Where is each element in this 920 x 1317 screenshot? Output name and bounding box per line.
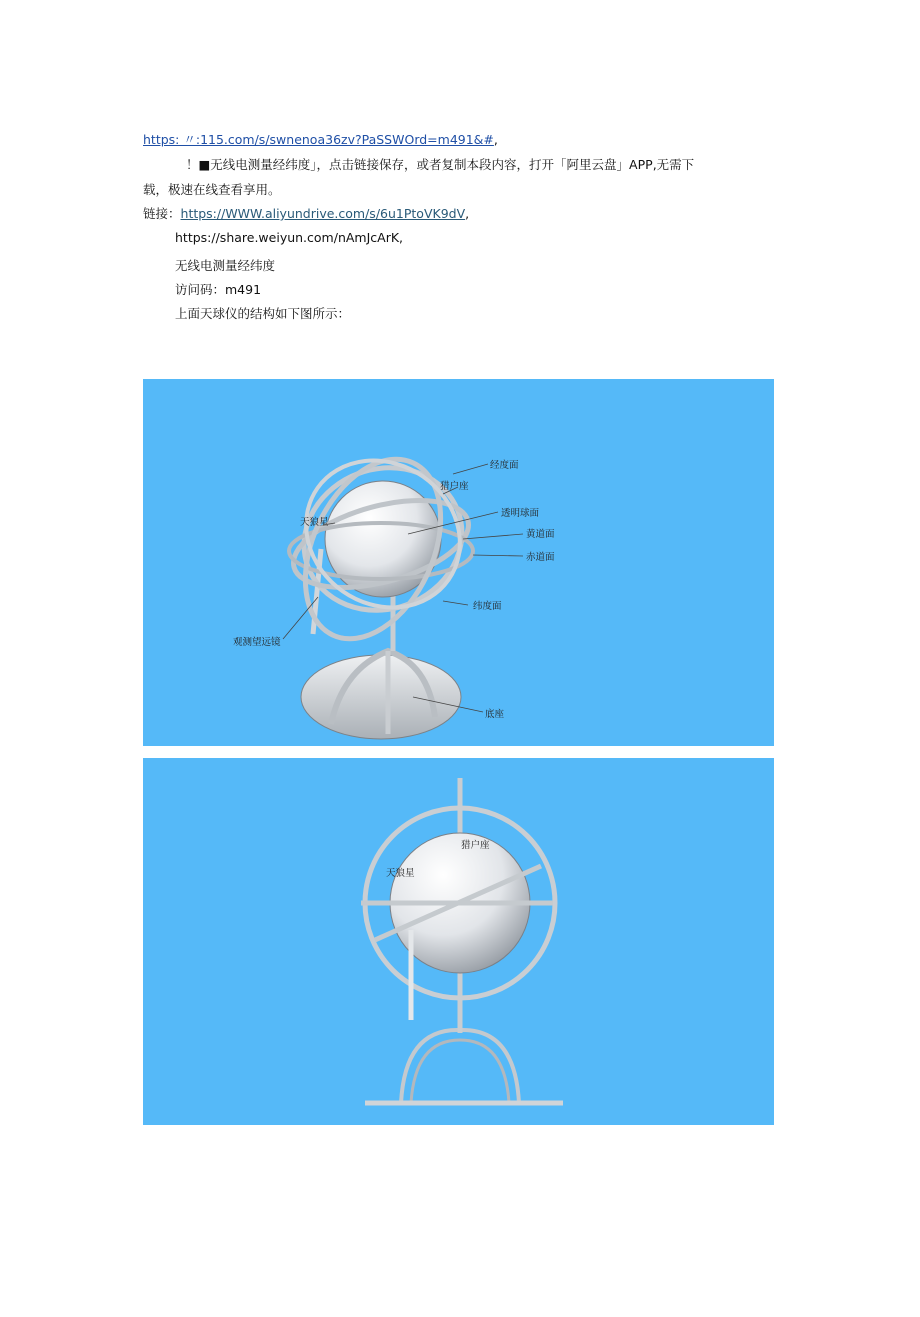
intro-line-2: 载，极速在线查看享用。: [143, 182, 281, 197]
globe-diagram-2: [143, 758, 774, 1125]
link-label: 链接：: [143, 206, 181, 221]
weiyun-link[interactable]: https://share.weiyun.com/nAmJcArK,: [175, 230, 404, 245]
label-latitude: 纬度面: [473, 601, 502, 612]
link-comma: ,: [465, 206, 470, 221]
label-sirius: 天狼星: [300, 517, 329, 528]
label-transparent-sphere: 透明球面: [501, 508, 540, 519]
aliyun-link-line: [143, 206, 469, 222]
label-orion: 猎户座: [461, 840, 490, 851]
share-link-115[interactable]: https: 〃:115.com/s/swnenoa36zv?PaSSWOrd=m491&#: [143, 132, 494, 147]
label-equator: 赤道面: [526, 552, 555, 563]
label-telescope: 观测望远镜: [233, 637, 281, 648]
aliyun-link[interactable]: https://WWW.aliyundrive.com/s/6u1PtoVK9dV: [180, 206, 466, 221]
base-plate: [301, 655, 461, 739]
base-arch-inner: [411, 1040, 509, 1103]
label-ecliptic: 黄道面: [526, 529, 555, 540]
caption-text: 上面天球仪的结构如下图所示：: [175, 306, 351, 321]
title-text: 无线电测量经纬度: [175, 258, 276, 273]
intro-line-1: ！■无线电测量经纬度」，点击链接保存，或者复制本段内容，打开「阿里云盘」APP,无需下: [186, 157, 695, 172]
label-sirius: 天狼星: [386, 868, 415, 879]
link-comma: ,: [493, 132, 498, 147]
globe-diagram-1: [143, 379, 774, 746]
label-base: 底座: [485, 709, 505, 720]
share-link-line: [143, 132, 498, 148]
celestial-globe-figure-1: [143, 379, 774, 746]
celestial-globe-figure-2: [143, 758, 774, 1125]
label-longitude: 经度面: [490, 460, 519, 471]
label-orion: 猎户座: [440, 481, 469, 492]
access-code: 访问码：m491: [175, 282, 262, 297]
